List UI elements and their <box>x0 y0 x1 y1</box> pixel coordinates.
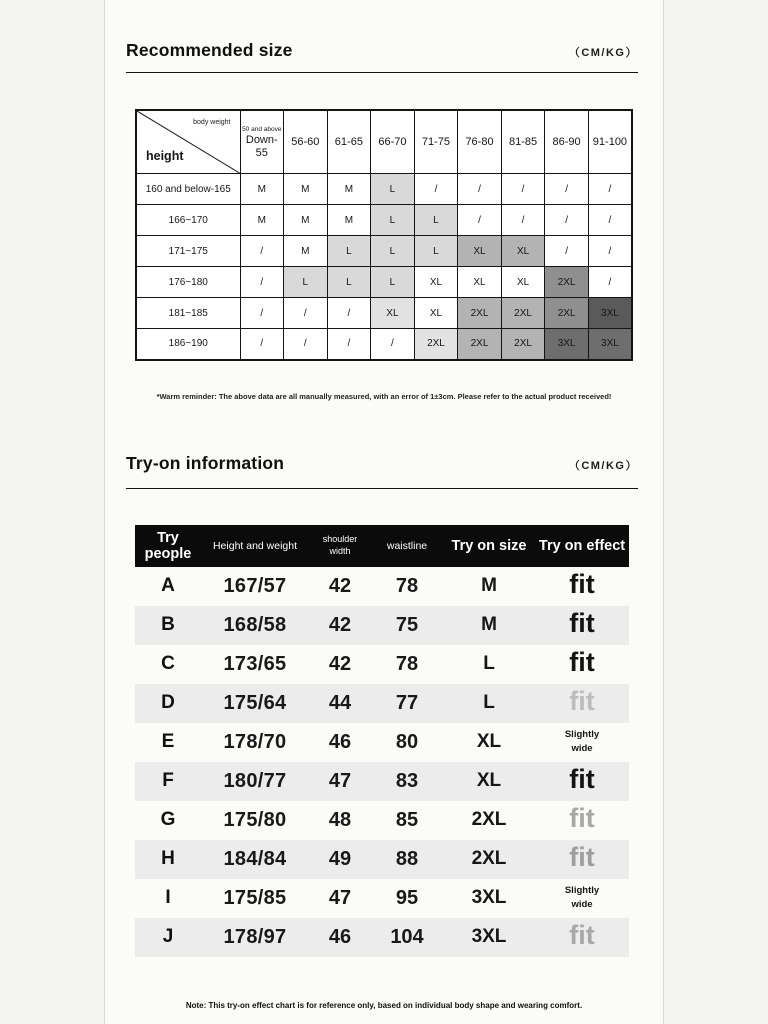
tryon-height-weight: 175/80 <box>223 808 287 831</box>
tryon-table-header <box>135 525 629 567</box>
size-cell: XL <box>501 236 545 267</box>
size-cell: 2XL <box>414 329 458 360</box>
tryon-size: 2XL <box>471 809 507 830</box>
tryon-shoulder: 44 <box>328 691 352 714</box>
tryon-effect: fit <box>569 763 595 794</box>
size-cell: / <box>240 329 284 360</box>
size-cell: / <box>284 298 328 329</box>
tryon-shoulder: 42 <box>328 652 352 675</box>
tryon-waistline: 83 <box>395 769 419 792</box>
size-cell: L <box>371 267 415 298</box>
tryon-effect: fit <box>569 919 595 950</box>
tryon-person: A <box>161 575 175 596</box>
size-row <box>136 174 632 205</box>
size-cell: / <box>414 174 458 205</box>
tryon-height-weight: 173/65 <box>223 652 287 675</box>
weight-header: 61-65 <box>327 110 371 174</box>
tryon-row <box>135 723 629 762</box>
size-cell: L <box>371 236 415 267</box>
tryon-size: L <box>483 692 495 713</box>
size-cell: / <box>588 174 632 205</box>
size-cell: XL <box>414 298 458 329</box>
corner-wrap <box>137 111 240 173</box>
tryon-effect: fit <box>569 607 595 638</box>
size-cell: M <box>327 174 371 205</box>
tryon-row <box>135 879 629 918</box>
tryon-shoulder: 42 <box>328 574 352 597</box>
tryon-waistline: 78 <box>395 574 419 597</box>
size-cell: / <box>545 236 589 267</box>
tryon-effect: fit <box>569 841 595 872</box>
size-row <box>136 205 632 236</box>
unit-label: （CM/KG） <box>568 47 638 59</box>
size-cell: L <box>327 236 371 267</box>
warm-reminder-text: *Warm reminder: The above data are all manually measured, with an error of 1±3cm. Please refer to the actual product received! <box>156 391 612 401</box>
tryon-shoulder: 47 <box>328 769 352 792</box>
size-cell: XL <box>458 267 502 298</box>
size-cell: 2XL <box>458 298 502 329</box>
tryon-shoulder: 46 <box>328 730 352 753</box>
tryon-waistline: 78 <box>395 652 419 675</box>
size-cell: 2XL <box>545 298 589 329</box>
size-cell: / <box>240 267 284 298</box>
tryon-row <box>135 918 629 957</box>
size-cell: / <box>588 267 632 298</box>
weight-header: 91-100 <box>588 110 632 174</box>
tryon-person: H <box>161 848 175 869</box>
tryon-size: M <box>481 575 497 596</box>
size-cell: 2XL <box>501 329 545 360</box>
height-row-label: 181~185 <box>136 298 240 329</box>
size-cell: L <box>327 267 371 298</box>
tryon-size: M <box>481 614 497 635</box>
body-weight-label: body weight <box>193 119 231 126</box>
tryon-waistline: 88 <box>395 847 419 870</box>
size-row <box>136 329 632 360</box>
tryon-waistline: 85 <box>395 808 419 831</box>
size-cell: / <box>501 205 545 236</box>
tryon-person: E <box>161 731 175 752</box>
tryon-header-people: Try people <box>144 529 192 562</box>
unit-label: （CM/KG） <box>568 459 638 472</box>
weight-header: 71-75 <box>414 110 458 174</box>
tryon-effect: Slightly wide <box>564 729 600 754</box>
size-cell: / <box>458 174 502 205</box>
recommended-size-title: Recommended size <box>126 40 293 60</box>
weight-header-small: 50 and above <box>242 125 282 133</box>
weight-header: 81-85 <box>501 110 545 174</box>
tryon-shoulder: 42 <box>328 613 352 636</box>
product-size-page <box>104 0 664 1024</box>
tryon-height-weight: 175/85 <box>223 886 287 909</box>
weight-header: 76-80 <box>458 110 502 174</box>
tryon-effect: fit <box>569 568 595 599</box>
size-row <box>136 267 632 298</box>
weight-header: 66-70 <box>371 110 415 174</box>
weight-header-main: Down-55 <box>245 133 278 159</box>
size-cell: / <box>545 174 589 205</box>
size-cell: XL <box>458 236 502 267</box>
size-cell: 2XL <box>458 329 502 360</box>
tryon-height-weight: 180/77 <box>223 769 287 792</box>
size-cell: L <box>414 205 458 236</box>
tryon-person: B <box>161 614 175 635</box>
tryon-info-title: Try-on information <box>126 452 285 473</box>
size-cell: / <box>371 329 415 360</box>
tryon-size: 2XL <box>471 848 507 869</box>
tryon-person: D <box>161 692 175 713</box>
size-cell: XL <box>371 298 415 329</box>
weight-header: 86-90 <box>545 110 589 174</box>
size-cell: L <box>371 205 415 236</box>
tryon-waistline: 95 <box>395 886 419 909</box>
tryon-person: J <box>162 926 174 947</box>
size-table <box>135 109 633 361</box>
tryon-waistline: 80 <box>395 730 419 753</box>
tryon-height-weight: 178/70 <box>223 730 287 753</box>
tryon-person: C <box>161 653 175 674</box>
size-cell: XL <box>414 267 458 298</box>
size-cell: 3XL <box>545 329 589 360</box>
size-cell: M <box>284 174 328 205</box>
size-cell: M <box>284 205 328 236</box>
tryon-header-waistline: waistline <box>386 539 428 552</box>
size-cell: 3XL <box>588 298 632 329</box>
tryon-row <box>135 801 629 840</box>
size-row <box>136 298 632 329</box>
size-cell: M <box>240 205 284 236</box>
height-row-label: 176~180 <box>136 267 240 298</box>
tryon-size: L <box>483 653 495 674</box>
tryon-header-effect: Try on effect <box>538 537 626 554</box>
tryon-header-size: Try on size <box>451 537 527 554</box>
size-table-corner-cell <box>136 110 240 174</box>
height-row-label: 160 and below-165 <box>136 174 240 205</box>
tryon-table <box>135 525 629 957</box>
tryon-effect: fit <box>569 646 595 677</box>
tryon-shoulder: 49 <box>328 847 352 870</box>
tryon-height-weight: 168/58 <box>223 613 287 636</box>
tryon-waistline: 77 <box>395 691 419 714</box>
tryon-effect: fit <box>569 802 595 833</box>
tryon-header-height-weight: Height and weight <box>212 539 298 552</box>
tryon-row <box>135 606 629 645</box>
size-cell: / <box>240 236 284 267</box>
tryon-shoulder: 46 <box>328 925 352 948</box>
tryon-row <box>135 762 629 801</box>
tryon-height-weight: 184/84 <box>223 847 287 870</box>
tryon-shoulder: 48 <box>328 808 352 831</box>
tryon-effect: fit <box>569 685 595 716</box>
tryon-size: 3XL <box>471 887 507 908</box>
tryon-waistline: 104 <box>390 925 424 948</box>
size-cell: / <box>284 329 328 360</box>
tryon-table-body <box>135 567 629 957</box>
size-cell: 2XL <box>545 267 589 298</box>
tryon-waistline: 75 <box>395 613 419 636</box>
height-row-label: 186~190 <box>136 329 240 360</box>
size-cell: / <box>240 298 284 329</box>
size-cell: M <box>327 205 371 236</box>
weight-header <box>240 110 284 174</box>
height-label: height <box>146 149 184 163</box>
recommended-size-header <box>126 0 638 73</box>
size-cell: M <box>240 174 284 205</box>
tryon-row <box>135 645 629 684</box>
tryon-height-weight: 175/64 <box>223 691 287 714</box>
size-cell: L <box>284 267 328 298</box>
size-table-header-row <box>136 110 632 174</box>
tryon-size: XL <box>476 731 502 752</box>
size-cell: 3XL <box>588 329 632 360</box>
tryon-shoulder: 47 <box>328 886 352 909</box>
size-cell: / <box>588 236 632 267</box>
size-cell: L <box>371 174 415 205</box>
size-cell: / <box>545 205 589 236</box>
weight-header: 56-60 <box>284 110 328 174</box>
size-cell: L <box>414 236 458 267</box>
tryon-row <box>135 567 629 606</box>
tryon-size: 3XL <box>471 926 507 947</box>
size-cell: XL <box>501 267 545 298</box>
size-cell: M <box>284 236 328 267</box>
tryon-row <box>135 684 629 723</box>
tryon-person: I <box>165 887 171 908</box>
tryon-person: F <box>162 770 174 791</box>
tryon-effect: Slightly wide <box>564 885 600 910</box>
tryon-info-header <box>126 401 638 489</box>
bottom-note-text: Note: This try-on effect chart is for reference only, based on individual body shape and wearing comfort. <box>185 1000 583 1010</box>
size-row <box>136 236 632 267</box>
size-cell: / <box>327 298 371 329</box>
tryon-height-weight: 167/57 <box>223 574 287 597</box>
height-row-label: 171~175 <box>136 236 240 267</box>
size-cell: / <box>588 205 632 236</box>
tryon-person: G <box>160 809 176 830</box>
size-cell: / <box>501 174 545 205</box>
tryon-header-shoulder: shoulder width <box>322 533 358 556</box>
tryon-height-weight: 178/97 <box>223 925 287 948</box>
size-cell: / <box>327 329 371 360</box>
size-cell: / <box>458 205 502 236</box>
tryon-size: XL <box>476 770 502 791</box>
size-cell: 2XL <box>501 298 545 329</box>
height-row-label: 166~170 <box>136 205 240 236</box>
tryon-row <box>135 840 629 879</box>
